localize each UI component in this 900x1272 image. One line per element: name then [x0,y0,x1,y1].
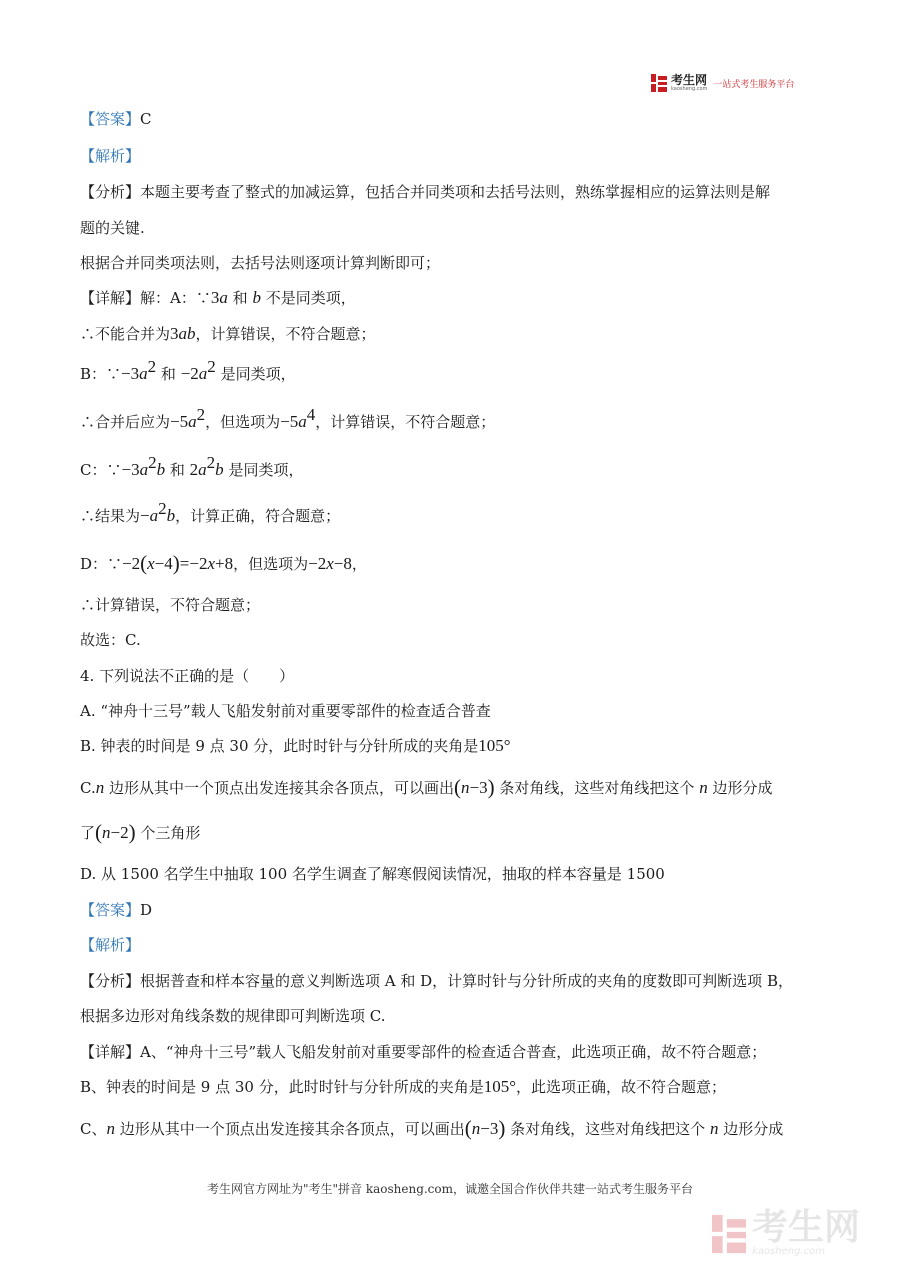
header-logo [651,72,794,94]
q4-option-a: A. “神舟十三号”载人飞船发射前对重要零部件的检查适合普查 [80,702,491,720]
q4-fenxi-line-2: 根据多边形对角线条数的规律即可判断选项 C. [80,1007,386,1025]
q3-detail-b-1: B：$\because-3a^2$ 和 $-2a^2$ 是同类项， [80,357,296,383]
answer-value: C [140,110,152,128]
xiangjie-tag: 【详解】 [80,1043,141,1061]
fenxi-tag: 【分析】 [80,972,141,990]
q4-option-c-1: C.n 边形从其中一个顶点出发连接其余各顶点，可以画出(n−3) 条对角线，这些对角线把这个 n 边形分成 [80,775,773,799]
xiangjie-tag: 【详解】 [80,289,141,307]
analysis-tag: 【解析】 [80,936,141,954]
brand-logo-icon [651,74,667,92]
watermark-domain: kaosheng.com [752,1246,825,1257]
angle-value: 105° [478,736,511,755]
q4-stem: 4. 下列说法不正确的是（ ） [80,667,295,685]
answer-tag: 【答案】 [80,901,141,919]
watermark-logo-icon [712,1212,746,1256]
q3-detail-c-1: C：$\because-3a^2b$ 和 $2a^2b$ 是同类项， [80,453,304,479]
q3-detail-a-1: 【详解】解：A：∵3a 和 b 不是同类项， [80,288,356,307]
q3-detail-c-2: ∴结果为$-a^2b$，计算正确，符合题意； [80,499,341,525]
q3-detail-a-2: ∴不能合并为3ab，计算错误，不符合题意； [80,324,376,343]
answer-value: D [140,901,153,919]
q4-option-d: D. 从 1500 名学生中抽取 100 名学生调查了解寒假阅读情况，抽取的样本容量是 1500 [80,865,665,883]
q4-answer-line [80,900,152,920]
logo-name: 考生网 [671,73,708,87]
q4-detail-a: 【详解】A、“神舟十三号”载人飞船发射前对重要零部件的检查适合普查，此选项正确，故不符合题意； [80,1043,767,1061]
q3-analysis-heading [80,146,140,166]
q4-analysis-heading [80,935,140,955]
analysis-tag: 【解析】 [80,147,141,165]
q3-answer-line [80,109,152,129]
answer-tag: 【答案】 [80,110,141,128]
watermark-name: 考生网 [752,1207,861,1248]
q3-conclusion: 故选：C. [80,631,141,649]
fenxi-text: 本题主要考查了整式的加减运算，包括合并同类项和去括号法则，熟练掌握相应的运算法则是解 [140,183,771,201]
q4-fenxi-line-1: 【分析】根据普查和样本容量的意义判断选项 A 和 D，计算时针与分针所成的夹角的度数即可判断选项 B， [80,972,793,990]
q4-detail-c: C、n 边形从其中一个顶点出发连接其余各顶点，可以画出(n−3) 条对角线，这些对角线把这个 n 边形分成 [80,1116,784,1140]
watermark [712,1207,861,1257]
q3-fenxi-line-2: 题的关键. [80,219,145,237]
q3-fenxi-line-1 [80,182,770,202]
q3-detail-b-2: ∴合并后应为$-5a^2$，但选项为$-5a^4$，计算错误，不符合题意； [80,405,496,431]
q3-detail-d-2: ∴计算错误，不符合题意； [80,596,261,614]
q4-option-c-2: 了(n−2) 个三角形 [80,820,201,844]
q4-detail-b: B、钟表的时间是 9 点 30 分，此时时针与分针所成的夹角是105°，此选项正确，故不符合题意； [80,1077,727,1096]
logo-slogan: 一站式考生服务平台 [713,79,795,90]
q3-fenxi-line-3: 根据合并同类项法则，去括号法则逐项计算判断即可； [80,254,441,272]
fenxi-tag: 【分析】 [80,183,141,201]
page-footer: 考生网官方网址为"考生"拼音 kaosheng.com，诚邀全国合作伙伴共建一站式考生服务平台 [206,1182,694,1196]
q3-detail-d-1: D：∵−2(x−4)=−2x+8，但选项为−2x−8， [80,551,367,575]
logo-domain: kaosheng.com [671,86,708,92]
q4-option-b: B. 钟表的时间是 9 点 30 分，此时时针与分针所成的夹角是105° [80,736,511,755]
